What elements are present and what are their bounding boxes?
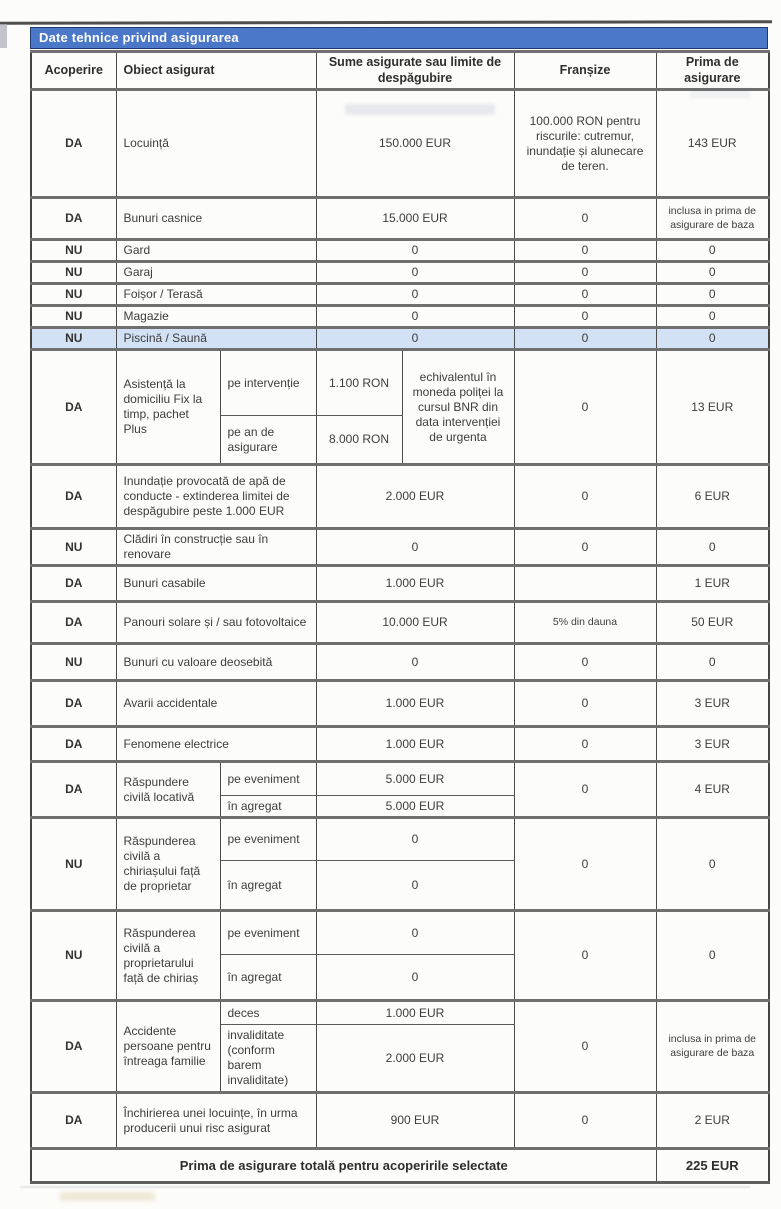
- premium-cell: 0: [656, 240, 769, 262]
- franchise-cell: 0: [514, 1093, 656, 1149]
- sub-label-cell: pe eveniment: [220, 818, 316, 861]
- coverage-cell: DA: [31, 727, 116, 762]
- table-row: [31, 1093, 769, 1149]
- coverage-cell: DA: [31, 465, 116, 529]
- object-cell: Inundație provocată de apă de conducte - extinderea limitei de despăgubire peste 1.000 EUR: [116, 465, 316, 529]
- scan-artifact: [0, 24, 7, 48]
- table-row: [31, 911, 769, 955]
- object-cell: Panouri solare și / sau fotovoltaice: [116, 602, 316, 644]
- premium-cell: 4 EUR: [656, 762, 769, 818]
- object-cell: Răspunderea civilă a proprietarului față de chiriaș: [116, 911, 220, 1001]
- object-cell: Închirierea unei locuințe, în urma producerii unui risc asigurat: [116, 1093, 316, 1149]
- sub-value-cell: 0: [316, 955, 514, 1001]
- sum-cell: 2.000 EUR: [316, 465, 514, 529]
- object-cell: Răspunderea civilă a chiriașului față de proprietar: [116, 818, 220, 911]
- note-cell: echivalentul în moneda poliței la cursul BNR din data intervenției de urgenta: [402, 350, 514, 465]
- coverage-cell: NU: [31, 911, 116, 1001]
- franchise-cell: 0: [514, 328, 656, 350]
- total-value: 225 EUR: [656, 1149, 769, 1183]
- insurance-technical-data-section: [30, 27, 768, 1184]
- premium-cell: 13 EUR: [656, 350, 769, 465]
- sum-cell: 0: [316, 644, 514, 681]
- table-header-row: [31, 52, 769, 90]
- coverage-cell: NU: [31, 240, 116, 262]
- object-cell: Răspundere civilă locativă: [116, 762, 220, 818]
- table-row: [31, 350, 769, 416]
- sub-value-cell: 5.000 EUR: [316, 762, 514, 796]
- column-header-object: Obiect asigurat: [116, 52, 316, 90]
- object-cell: Fenomene electrice: [116, 727, 316, 762]
- table-row: [31, 465, 769, 529]
- object-cell: Piscină / Saună: [116, 328, 316, 350]
- franchise-cell: 0: [514, 350, 656, 465]
- insurance-table: [30, 50, 770, 1184]
- franchise-cell: 0: [514, 465, 656, 529]
- object-cell: Locuință: [116, 90, 316, 198]
- column-header-premium: Prima de asigurare: [656, 52, 769, 90]
- sum-cell: 1.000 EUR: [316, 566, 514, 602]
- total-row: [31, 1149, 769, 1183]
- franchise-cell: 0: [514, 198, 656, 240]
- table-row: [31, 198, 769, 240]
- coverage-cell: NU: [31, 284, 116, 306]
- table-row: [31, 681, 769, 727]
- premium-cell: 0: [656, 284, 769, 306]
- sum-cell: 10.000 EUR: [316, 602, 514, 644]
- premium-cell: inclusa in prima de asigurare de baza: [656, 198, 769, 240]
- sum-cell: 15.000 EUR: [316, 198, 514, 240]
- sub-label-cell: deces: [220, 1001, 316, 1025]
- coverage-cell: DA: [31, 762, 116, 818]
- franchise-cell: 0: [514, 1001, 656, 1093]
- object-cell: Gard: [116, 240, 316, 262]
- premium-cell: 6 EUR: [656, 465, 769, 529]
- premium-cell: 0: [656, 262, 769, 284]
- franchise-cell: 5% din dauna: [514, 602, 656, 644]
- franchise-cell: 0: [514, 762, 656, 818]
- franchise-cell: 0: [514, 240, 656, 262]
- franchise-cell: 0: [514, 818, 656, 911]
- sub-label-cell: în agregat: [220, 861, 316, 911]
- coverage-cell: NU: [31, 262, 116, 284]
- section-title: Date tehnice privind asigurarea: [39, 30, 239, 45]
- object-cell: Bunuri cu valoare deosebită: [116, 644, 316, 681]
- sub-value-cell: 1.100 RON: [316, 350, 402, 416]
- section-title-bar: [30, 27, 768, 49]
- coverage-cell: DA: [31, 90, 116, 198]
- premium-cell: 1 EUR: [656, 566, 769, 602]
- table-row: [31, 240, 769, 262]
- table-row: [31, 566, 769, 602]
- table-row: [31, 727, 769, 762]
- sub-label-cell: pe intervenție: [220, 350, 316, 416]
- franchise-cell: 100.000 RON pentru riscurile: cutremur, inundație și alunecare de teren.: [514, 90, 656, 198]
- table-row: [31, 306, 769, 328]
- sum-cell: 0: [316, 262, 514, 284]
- premium-cell: 143 EUR: [656, 90, 769, 198]
- scan-artifact: [60, 1192, 155, 1201]
- table-row: [31, 529, 769, 566]
- sum-cell: 0: [316, 529, 514, 566]
- coverage-cell: NU: [31, 644, 116, 681]
- sum-cell: 0: [316, 306, 514, 328]
- sub-label-cell: în agregat: [220, 796, 316, 818]
- sum-cell: 0: [316, 284, 514, 306]
- table-row: [31, 262, 769, 284]
- premium-cell: 2 EUR: [656, 1093, 769, 1149]
- franchise-cell: 0: [514, 306, 656, 328]
- sub-label-cell: pe an de asigurare: [220, 416, 316, 465]
- sum-cell: 1.000 EUR: [316, 727, 514, 762]
- column-header-franchise: Franșize: [514, 52, 656, 90]
- object-cell: Bunuri casnice: [116, 198, 316, 240]
- coverage-cell: NU: [31, 529, 116, 566]
- sub-value-cell: 5.000 EUR: [316, 796, 514, 818]
- franchise-cell: 0: [514, 284, 656, 306]
- table-row: [31, 602, 769, 644]
- sub-value-cell: 0: [316, 911, 514, 955]
- coverage-cell: DA: [31, 681, 116, 727]
- premium-cell: 0: [656, 529, 769, 566]
- franchise-cell: 0: [514, 644, 656, 681]
- object-cell: Garaj: [116, 262, 316, 284]
- table-row: [31, 818, 769, 861]
- premium-cell: 3 EUR: [656, 681, 769, 727]
- premium-cell: 3 EUR: [656, 727, 769, 762]
- franchise-cell: 0: [514, 681, 656, 727]
- table-row: [31, 284, 769, 306]
- object-cell: Avarii accidentale: [116, 681, 316, 727]
- coverage-cell: DA: [31, 1001, 116, 1093]
- object-cell: Foișor / Terasă: [116, 284, 316, 306]
- premium-cell: 0: [656, 911, 769, 1001]
- column-header-sums: Sume asigurate sau limite de despăgubire: [316, 52, 514, 90]
- franchise-cell: [514, 566, 656, 602]
- sub-label-cell: pe eveniment: [220, 762, 316, 796]
- coverage-cell: DA: [31, 602, 116, 644]
- table-row: [31, 90, 769, 198]
- franchise-cell: 0: [514, 262, 656, 284]
- coverage-cell: NU: [31, 306, 116, 328]
- total-label: Prima de asigurare totală pentru acoperirile selectate: [31, 1149, 656, 1183]
- franchise-cell: 0: [514, 529, 656, 566]
- franchise-cell: 0: [514, 911, 656, 1001]
- sub-value-cell: 0: [316, 818, 514, 861]
- object-cell: Clădiri în construcție sau în renovare: [116, 529, 316, 566]
- sub-value-cell: 8.000 RON: [316, 416, 402, 465]
- sub-label-cell: invaliditate (conform barem invaliditate): [220, 1025, 316, 1093]
- object-cell: Accidente persoane pentru întreaga familie: [116, 1001, 220, 1093]
- column-header-coverage: Acoperire: [31, 52, 116, 90]
- sub-label-cell: pe eveniment: [220, 911, 316, 955]
- table-row-highlighted: [31, 328, 769, 350]
- premium-cell: 0: [656, 818, 769, 911]
- premium-cell: 0: [656, 644, 769, 681]
- sub-value-cell: 0: [316, 861, 514, 911]
- sum-cell: 0: [316, 328, 514, 350]
- scan-artifact: [20, 1186, 750, 1188]
- coverage-cell: DA: [31, 198, 116, 240]
- premium-cell: inclusa in prima de asigurare de baza: [656, 1001, 769, 1093]
- object-cell: Magazie: [116, 306, 316, 328]
- sub-value-cell: 2.000 EUR: [316, 1025, 514, 1093]
- object-cell: Asistență la domiciliu Fix la timp, pachet Plus: [116, 350, 220, 465]
- premium-cell: 50 EUR: [656, 602, 769, 644]
- table-row: [31, 644, 769, 681]
- coverage-cell: NU: [31, 818, 116, 911]
- premium-cell: 0: [656, 328, 769, 350]
- sum-cell: 0: [316, 240, 514, 262]
- sum-cell: 150.000 EUR: [316, 90, 514, 198]
- coverage-cell: NU: [31, 328, 116, 350]
- table-row: [31, 762, 769, 796]
- coverage-cell: DA: [31, 566, 116, 602]
- coverage-cell: DA: [31, 1093, 116, 1149]
- sub-label-cell: în agregat: [220, 955, 316, 1001]
- premium-cell: 0: [656, 306, 769, 328]
- coverage-cell: DA: [31, 350, 116, 465]
- sum-cell: 1.000 EUR: [316, 681, 514, 727]
- sub-value-cell: 1.000 EUR: [316, 1001, 514, 1025]
- scan-edge-line: [0, 20, 772, 25]
- table-row: [31, 1001, 769, 1025]
- sum-cell: 900 EUR: [316, 1093, 514, 1149]
- object-cell: Bunuri casabile: [116, 566, 316, 602]
- franchise-cell: 0: [514, 727, 656, 762]
